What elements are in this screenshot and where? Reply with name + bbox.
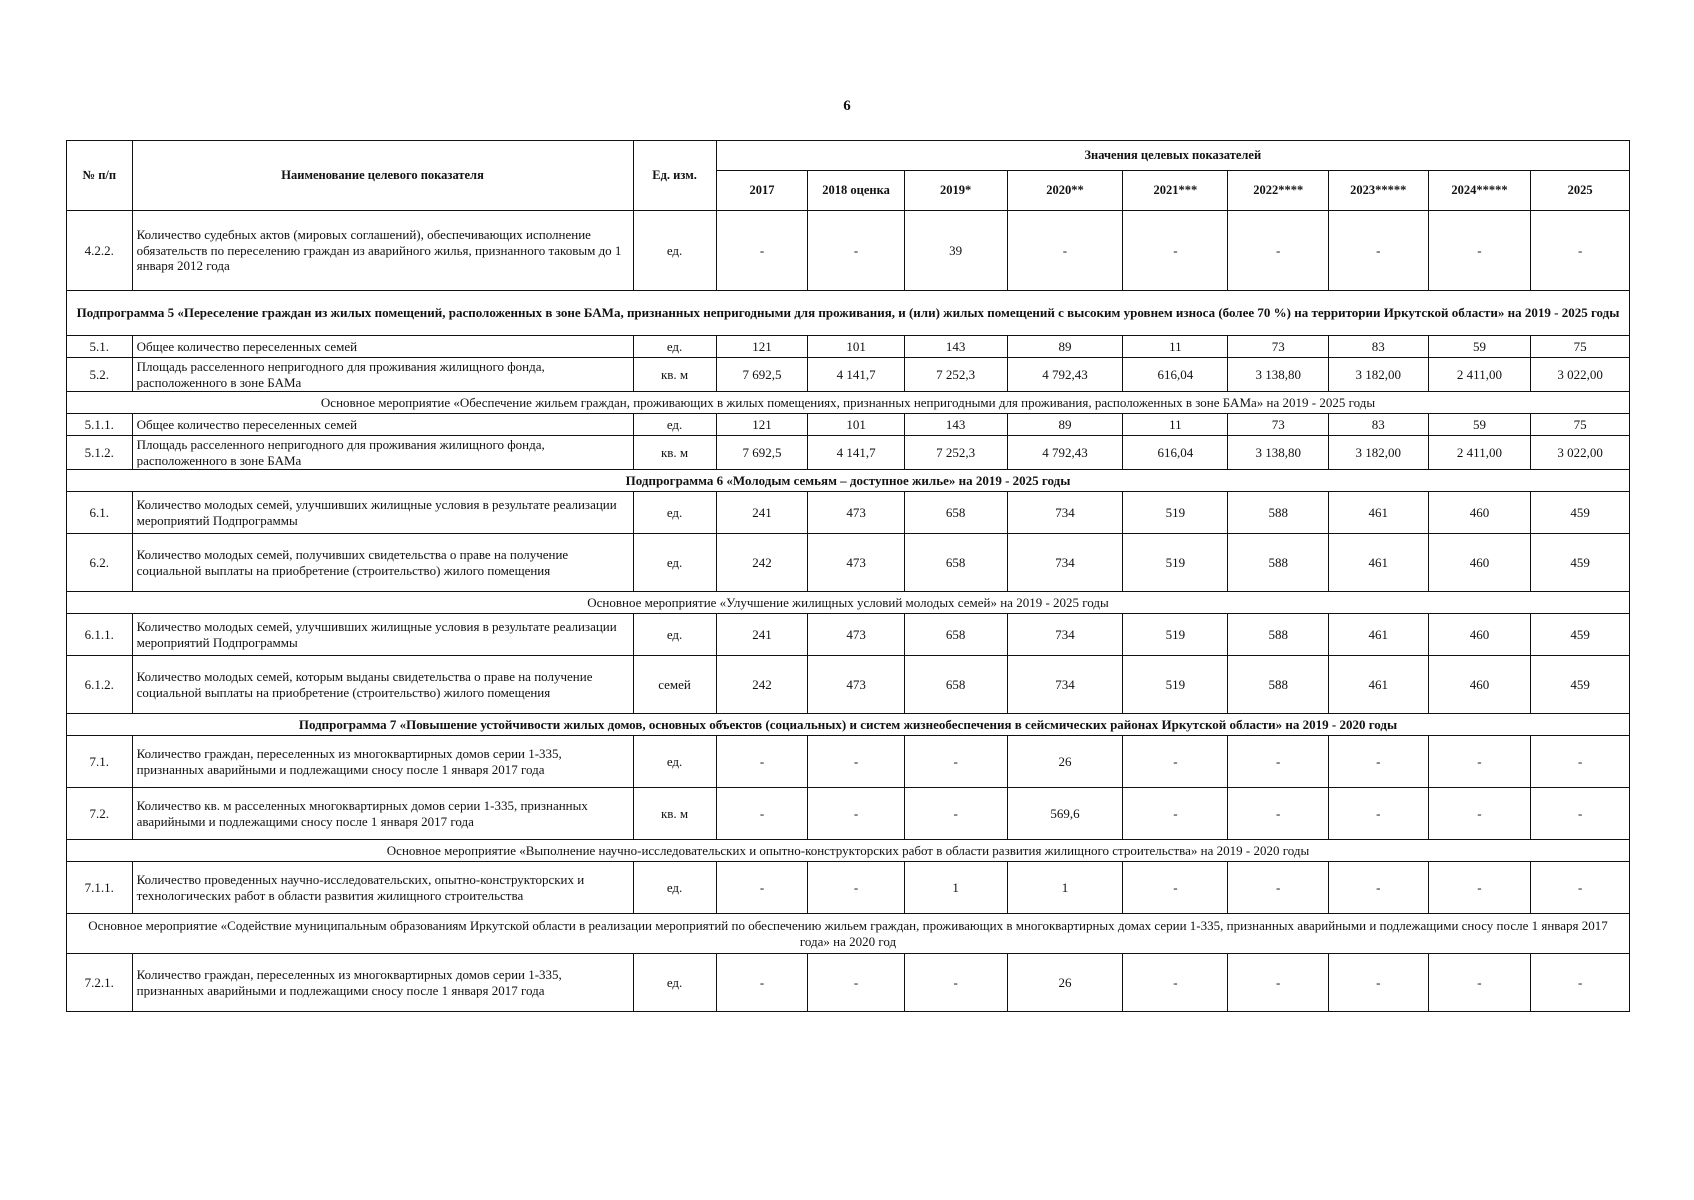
value-cell: 460 — [1428, 492, 1531, 534]
subprogram-title: Подпрограмма 5 «Переселение граждан из жилых помещений, расположенных в зоне БАМа, признанных непригодными для проживания, и (или) жилых помещений с высоким уровнем износа (более 70 %) на территории Иркутской области» на 2019 - 2025 годы — [67, 291, 1630, 336]
value-cell: 1 — [1007, 862, 1123, 914]
year-header: 2019* — [904, 171, 1007, 211]
section-row — [67, 914, 1630, 954]
table-row — [67, 614, 1630, 656]
value-cell: 4 141,7 — [808, 358, 904, 392]
table-header — [67, 141, 1630, 211]
row-number: 4.2.2. — [67, 211, 133, 291]
main-activity-title: Основное мероприятие «Выполнение научно-исследовательских и опытно-конструкторских работ в области развития жилищного строительства» на 2019 - 2020 годы — [67, 840, 1630, 862]
value-cell: 59 — [1428, 336, 1531, 358]
value-cell: - — [904, 954, 1007, 1012]
value-cell: 26 — [1007, 954, 1123, 1012]
main-activity-title: Основное мероприятие «Содействие муниципальным образованиям Иркутской области в реализации мероприятий по обеспечению жильем граждан, проживающих в многоквартирных домах серии 1-335, признанных аварийными и подлежащими сносу после 1 января 2017 года» на 2020 год — [67, 914, 1630, 954]
table-row — [67, 736, 1630, 788]
value-cell: - — [1329, 211, 1429, 291]
unit-cell: ед. — [633, 862, 716, 914]
section-row — [67, 714, 1630, 736]
page-number: 6 — [843, 98, 851, 114]
value-cell: - — [1329, 788, 1429, 840]
unit-cell: ед. — [633, 736, 716, 788]
year-header: 2024***** — [1428, 171, 1531, 211]
value-cell: 588 — [1228, 656, 1329, 714]
subprogram-title: Подпрограмма 7 «Повышение устойчивости жилых домов, основных объектов (социальных) и систем жизнеобеспечения в сейсмических районах Иркутской области» на 2019 - 2020 годы — [67, 714, 1630, 736]
value-cell: 3 138,80 — [1228, 358, 1329, 392]
indicator-name: Количество судебных актов (мировых соглашений), обеспечивающих исполнение обязательств по переселению граждан из аварийного жилья, признанного таковым до 1 января 2012 года — [132, 211, 633, 291]
value-cell: - — [716, 211, 808, 291]
indicator-name: Количество кв. м расселенных многоквартирных домов серии 1-335, признанных аварийными и подлежащими сносу после 1 января 2017 года — [132, 788, 633, 840]
value-cell: - — [1531, 862, 1630, 914]
value-cell: 588 — [1228, 614, 1329, 656]
value-cell: 241 — [716, 614, 808, 656]
value-cell: 658 — [904, 492, 1007, 534]
row-number: 5.1.2. — [67, 436, 133, 470]
value-cell: 658 — [904, 656, 1007, 714]
value-cell: 734 — [1007, 492, 1123, 534]
value-cell: - — [1428, 862, 1531, 914]
table-row — [67, 788, 1630, 840]
value-cell: - — [1531, 954, 1630, 1012]
value-cell: 73 — [1228, 336, 1329, 358]
value-cell: - — [1428, 211, 1531, 291]
value-cell: 473 — [808, 614, 904, 656]
indicator-name: Количество граждан, переселенных из многоквартирных домов серии 1-335, признанных аварийными и подлежащими сносу после 1 января 2017 года — [132, 954, 633, 1012]
section-row — [67, 592, 1630, 614]
value-cell: - — [904, 736, 1007, 788]
indicator-name: Общее количество переселенных семей — [132, 336, 633, 358]
table-body — [67, 211, 1630, 1012]
indicator-name: Количество молодых семей, улучшивших жилищные условия в результате реализации мероприятий Подпрограммы — [132, 614, 633, 656]
unit-cell: ед. — [633, 954, 716, 1012]
value-cell: 3 022,00 — [1531, 358, 1630, 392]
section-row — [67, 291, 1630, 336]
year-header: 2017 — [716, 171, 808, 211]
value-cell: 460 — [1428, 614, 1531, 656]
value-cell: 461 — [1329, 492, 1429, 534]
table-row — [67, 211, 1630, 291]
value-cell: 242 — [716, 656, 808, 714]
value-cell: 7 692,5 — [716, 358, 808, 392]
value-cell: 101 — [808, 414, 904, 436]
unit-cell: ед. — [633, 492, 716, 534]
value-cell: 3 182,00 — [1329, 358, 1429, 392]
table-row — [67, 954, 1630, 1012]
value-cell: 101 — [808, 336, 904, 358]
year-header: 2023***** — [1329, 171, 1429, 211]
value-cell: 7 692,5 — [716, 436, 808, 470]
value-cell: 460 — [1428, 534, 1531, 592]
unit-cell: ед. — [633, 614, 716, 656]
value-cell: 89 — [1007, 414, 1123, 436]
table-row — [67, 358, 1630, 392]
row-number: 7.1.1. — [67, 862, 133, 914]
column-header-number: № п/п — [67, 141, 133, 211]
year-header: 2022**** — [1228, 171, 1329, 211]
value-cell: 1 — [904, 862, 1007, 914]
value-cell: 734 — [1007, 534, 1123, 592]
value-cell: 143 — [904, 336, 1007, 358]
table-row — [67, 492, 1630, 534]
value-cell: 459 — [1531, 614, 1630, 656]
value-cell: - — [1123, 788, 1228, 840]
unit-cell: кв. м — [633, 358, 716, 392]
row-number: 6.1.1. — [67, 614, 133, 656]
subprogram-title: Подпрограмма 6 «Молодым семьям – доступное жилье» на 2019 - 2025 годы — [67, 470, 1630, 492]
value-cell: 3 022,00 — [1531, 436, 1630, 470]
value-cell: 4 792,43 — [1007, 436, 1123, 470]
value-cell: 459 — [1531, 656, 1630, 714]
year-header: 2021*** — [1123, 171, 1228, 211]
indicator-name: Количество молодых семей, улучшивших жилищные условия в результате реализации мероприятий Подпрограммы — [132, 492, 633, 534]
value-cell: - — [1123, 862, 1228, 914]
value-cell: - — [1228, 736, 1329, 788]
row-number: 5.1.1. — [67, 414, 133, 436]
value-cell: 143 — [904, 414, 1007, 436]
year-header: 2025 — [1531, 171, 1630, 211]
row-number: 6.2. — [67, 534, 133, 592]
value-cell: 616,04 — [1123, 436, 1228, 470]
value-cell: 2 411,00 — [1428, 358, 1531, 392]
row-number: 7.2.1. — [67, 954, 133, 1012]
value-cell: - — [1007, 211, 1123, 291]
value-cell: 734 — [1007, 614, 1123, 656]
value-cell: 473 — [808, 534, 904, 592]
row-number: 5.1. — [67, 336, 133, 358]
value-cell: 519 — [1123, 492, 1228, 534]
value-cell: 459 — [1531, 534, 1630, 592]
value-cell: 3 138,80 — [1228, 436, 1329, 470]
value-cell: 3 182,00 — [1329, 436, 1429, 470]
value-cell: - — [1123, 211, 1228, 291]
value-cell: 461 — [1329, 614, 1429, 656]
value-cell: - — [1531, 736, 1630, 788]
row-number: 6.1.2. — [67, 656, 133, 714]
value-cell: 11 — [1123, 414, 1228, 436]
row-number: 7.1. — [67, 736, 133, 788]
value-cell: - — [716, 736, 808, 788]
value-cell: 26 — [1007, 736, 1123, 788]
table-row — [67, 862, 1630, 914]
value-cell: 7 252,3 — [904, 436, 1007, 470]
unit-cell: ед. — [633, 414, 716, 436]
value-cell: - — [1329, 736, 1429, 788]
value-cell: 461 — [1329, 656, 1429, 714]
value-cell: - — [808, 211, 904, 291]
indicator-name: Площадь расселенного непригодного для проживания жилищного фонда, расположенного в зоне БАМа — [132, 436, 633, 470]
section-row — [67, 470, 1630, 492]
value-cell: 73 — [1228, 414, 1329, 436]
unit-cell: ед. — [633, 534, 716, 592]
value-cell: - — [904, 788, 1007, 840]
main-activity-title: Основное мероприятие «Обеспечение жильем граждан, проживающих в жилых помещениях, признанных непригодными для проживания, расположенных в зоне БАМа» на 2019 - 2025 годы — [67, 392, 1630, 414]
value-cell: 473 — [808, 656, 904, 714]
value-cell: - — [1531, 788, 1630, 840]
indicator-name: Количество молодых семей, получивших свидетельства о праве на получение социальной выплаты на приобретение (строительство) жилого помещения — [132, 534, 633, 592]
unit-cell: кв. м — [633, 788, 716, 840]
main-activity-title: Основное мероприятие «Улучшение жилищных условий молодых семей» на 2019 - 2025 годы — [67, 592, 1630, 614]
value-cell: 121 — [716, 336, 808, 358]
value-cell: 519 — [1123, 656, 1228, 714]
value-cell: 461 — [1329, 534, 1429, 592]
indicator-name: Количество проведенных научно-исследовательских, опытно-конструкторских и технологических работ в области развития жилищного строительства — [132, 862, 633, 914]
table-row — [67, 534, 1630, 592]
value-cell: 241 — [716, 492, 808, 534]
column-header-target-values: Значения целевых показателей — [716, 141, 1629, 171]
value-cell: - — [1123, 954, 1228, 1012]
value-cell: 588 — [1228, 492, 1329, 534]
section-row — [67, 392, 1630, 414]
value-cell: 519 — [1123, 614, 1228, 656]
value-cell: - — [1531, 211, 1630, 291]
value-cell: 459 — [1531, 492, 1630, 534]
value-cell: - — [1428, 788, 1531, 840]
row-number: 5.2. — [67, 358, 133, 392]
value-cell: - — [1123, 736, 1228, 788]
year-header: 2020** — [1007, 171, 1123, 211]
table-row — [67, 436, 1630, 470]
value-cell: 734 — [1007, 656, 1123, 714]
value-cell: 2 411,00 — [1428, 436, 1531, 470]
indicators-table-wrapper — [66, 140, 1630, 1012]
value-cell: 83 — [1329, 336, 1429, 358]
unit-cell: ед. — [633, 211, 716, 291]
value-cell: 75 — [1531, 414, 1630, 436]
value-cell: - — [808, 954, 904, 1012]
value-cell: 616,04 — [1123, 358, 1228, 392]
value-cell: 83 — [1329, 414, 1429, 436]
value-cell: - — [1428, 954, 1531, 1012]
value-cell: - — [1228, 788, 1329, 840]
value-cell: 460 — [1428, 656, 1531, 714]
row-number: 6.1. — [67, 492, 133, 534]
table-row — [67, 656, 1630, 714]
indicator-name: Общее количество переселенных семей — [132, 414, 633, 436]
section-row — [67, 840, 1630, 862]
table-row — [67, 336, 1630, 358]
value-cell: - — [1228, 954, 1329, 1012]
value-cell: 588 — [1228, 534, 1329, 592]
value-cell: 7 252,3 — [904, 358, 1007, 392]
value-cell: - — [808, 788, 904, 840]
unit-cell: кв. м — [633, 436, 716, 470]
unit-cell: семей — [633, 656, 716, 714]
value-cell: 242 — [716, 534, 808, 592]
column-header-indicator-name: Наименование целевого показателя — [132, 141, 633, 211]
value-cell: 473 — [808, 492, 904, 534]
indicator-name: Количество молодых семей, которым выданы свидетельства о праве на получение социальной выплаты на приобретение (строительство) жилого помещения — [132, 656, 633, 714]
indicator-name: Количество граждан, переселенных из многоквартирных домов серии 1-335, признанных аварийными и подлежащими сносу после 1 января 2017 года — [132, 736, 633, 788]
column-header-unit: Ед. изм. — [633, 141, 716, 211]
unit-cell: ед. — [633, 336, 716, 358]
value-cell: 569,6 — [1007, 788, 1123, 840]
value-cell: 75 — [1531, 336, 1630, 358]
value-cell: 11 — [1123, 336, 1228, 358]
indicator-name: Площадь расселенного непригодного для проживания жилищного фонда, расположенного в зоне БАМа — [132, 358, 633, 392]
value-cell: - — [716, 788, 808, 840]
value-cell: 59 — [1428, 414, 1531, 436]
value-cell: - — [1329, 862, 1429, 914]
value-cell: 4 141,7 — [808, 436, 904, 470]
value-cell: 658 — [904, 534, 1007, 592]
value-cell: 39 — [904, 211, 1007, 291]
value-cell: - — [808, 862, 904, 914]
row-number: 7.2. — [67, 788, 133, 840]
value-cell: 89 — [1007, 336, 1123, 358]
value-cell: 121 — [716, 414, 808, 436]
table-row — [67, 414, 1630, 436]
value-cell: - — [1228, 211, 1329, 291]
value-cell: - — [1428, 736, 1531, 788]
value-cell: 658 — [904, 614, 1007, 656]
value-cell: 519 — [1123, 534, 1228, 592]
value-cell: - — [808, 736, 904, 788]
value-cell: - — [1329, 954, 1429, 1012]
value-cell: - — [716, 862, 808, 914]
target-indicators-table — [66, 140, 1630, 1012]
value-cell: - — [1228, 862, 1329, 914]
year-header: 2018 оценка — [808, 171, 904, 211]
value-cell: - — [716, 954, 808, 1012]
value-cell: 4 792,43 — [1007, 358, 1123, 392]
